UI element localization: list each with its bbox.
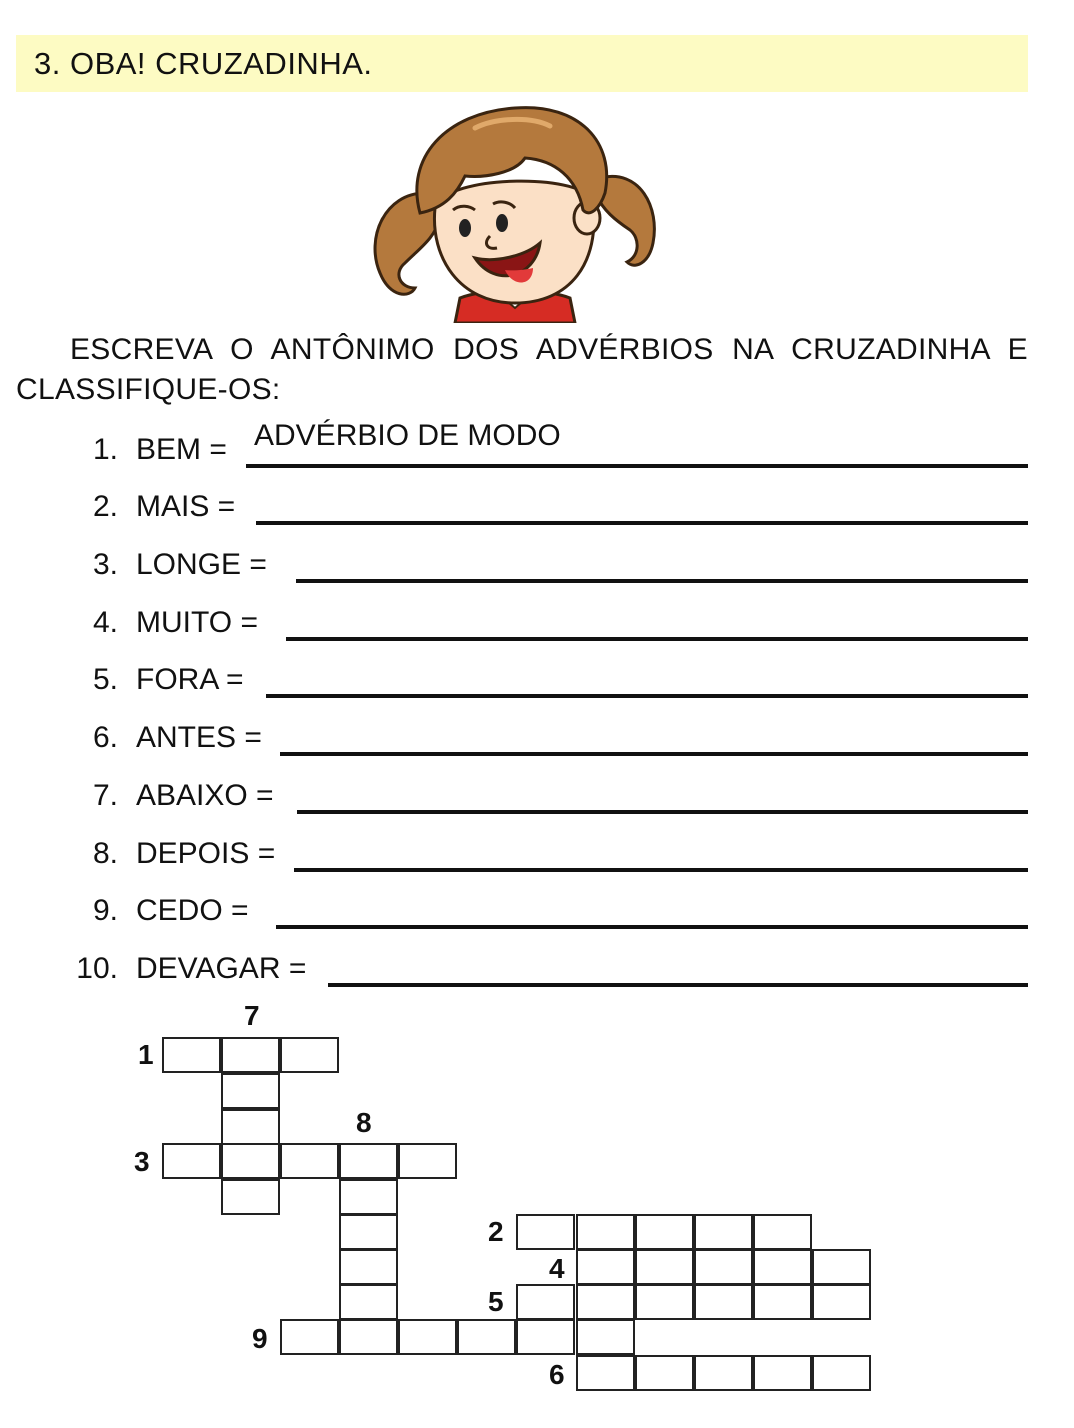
crossword-cell[interactable] xyxy=(635,1284,694,1320)
crossword-cell[interactable] xyxy=(635,1249,694,1285)
answer-line-9 xyxy=(0,891,1074,931)
item-number: 7. xyxy=(92,779,118,812)
answer-line-5 xyxy=(0,660,1074,700)
crossword-cell[interactable] xyxy=(694,1355,753,1391)
item-label: LONGE = xyxy=(136,548,267,581)
crossword-cell[interactable] xyxy=(753,1249,812,1285)
crossword-cell[interactable] xyxy=(753,1355,812,1391)
crossword-cell[interactable] xyxy=(635,1214,694,1250)
crossword-cell[interactable] xyxy=(162,1143,221,1179)
item-number: 1. xyxy=(92,433,118,466)
crossword-cell[interactable] xyxy=(576,1355,635,1391)
answer-blank[interactable] xyxy=(328,983,1028,987)
item-number: 4. xyxy=(92,606,118,639)
crossword-cell[interactable] xyxy=(398,1143,457,1179)
item-label: ABAIXO = xyxy=(136,779,274,812)
answer-line-4 xyxy=(0,603,1074,643)
answer-line-3 xyxy=(0,545,1074,585)
clue-number-5: 5 xyxy=(488,1286,504,1317)
answer-blank[interactable] xyxy=(276,925,1028,929)
crossword-cell[interactable] xyxy=(576,1214,635,1250)
item-number: 3. xyxy=(92,548,118,581)
item-label: FORA = xyxy=(136,663,244,696)
clue-number-3: 3 xyxy=(134,1146,150,1177)
crossword-cell[interactable] xyxy=(576,1249,635,1285)
exercise-title-text: 3. OBA! CRUZADINHA. xyxy=(34,46,373,81)
answer-line-7 xyxy=(0,776,1074,816)
crossword-cell[interactable] xyxy=(221,1143,280,1179)
item-number: 2. xyxy=(92,490,118,523)
crossword-cell[interactable] xyxy=(162,1037,221,1073)
clue-number-1: 1 xyxy=(138,1039,154,1070)
crossword-cell[interactable] xyxy=(812,1284,871,1320)
crossword-cell[interactable] xyxy=(339,1143,398,1179)
answer-blank[interactable] xyxy=(297,810,1028,814)
item-label: ANTES = xyxy=(136,721,262,754)
answer-blank[interactable] xyxy=(296,579,1028,583)
item-number: 5. xyxy=(92,663,118,696)
crossword-cell[interactable] xyxy=(221,1109,280,1145)
clue-number-2: 2 xyxy=(488,1216,504,1247)
answer-blank[interactable] xyxy=(256,521,1028,525)
crossword-cell[interactable] xyxy=(635,1355,694,1391)
instruction-text: ESCREVA O ANTÔNIMO DOS ADVÉRBIOS NA CRUZADINHA E CLASSIFIQUE-OS: xyxy=(16,333,1028,406)
crossword-cell[interactable] xyxy=(398,1319,457,1355)
item-label: MUITO = xyxy=(136,606,258,639)
crossword-cell[interactable] xyxy=(576,1319,635,1355)
crossword-cell[interactable] xyxy=(339,1214,398,1250)
crossword-cell[interactable] xyxy=(221,1179,280,1215)
crossword-cell[interactable] xyxy=(576,1284,635,1320)
crossword-cell[interactable] xyxy=(280,1037,339,1073)
crossword-cell[interactable] xyxy=(280,1143,339,1179)
crossword-cell[interactable] xyxy=(339,1319,398,1355)
item-number: 8. xyxy=(92,837,118,870)
answer-blank[interactable] xyxy=(280,752,1028,756)
item-label: CEDO = xyxy=(136,894,249,927)
clue-number-7: 7 xyxy=(244,1000,260,1031)
item-number: 6. xyxy=(92,721,118,754)
exercise-title xyxy=(16,35,1028,92)
answer-line-2 xyxy=(0,487,1074,527)
answer-line-8 xyxy=(0,834,1074,874)
item-number: 10. xyxy=(76,952,118,985)
item-label: BEM = xyxy=(136,433,227,466)
answer-blank[interactable] xyxy=(294,868,1028,872)
filled-answer: ADVÉRBIO DE MODO xyxy=(254,419,561,452)
clue-number-4: 4 xyxy=(549,1253,565,1284)
crossword-cell[interactable] xyxy=(221,1073,280,1109)
crossword-cell[interactable] xyxy=(753,1214,812,1250)
crossword-cell[interactable] xyxy=(812,1355,871,1391)
answer-line-6 xyxy=(0,718,1074,758)
item-label: DEVAGAR = xyxy=(136,952,307,985)
answer-blank[interactable] xyxy=(246,464,1028,468)
crossword-cell[interactable] xyxy=(339,1179,398,1215)
crossword-cell[interactable] xyxy=(694,1284,753,1320)
crossword-cell[interactable] xyxy=(694,1214,753,1250)
answer-line-10 xyxy=(0,949,1074,989)
item-label: MAIS = xyxy=(136,490,236,523)
crossword-cell[interactable] xyxy=(694,1249,753,1285)
crossword-cell[interactable] xyxy=(457,1319,516,1355)
answer-blank[interactable] xyxy=(286,637,1028,641)
crossword-cell[interactable] xyxy=(516,1319,575,1355)
clue-number-9: 9 xyxy=(252,1323,268,1354)
item-label: DEPOIS = xyxy=(136,837,276,870)
clue-number-8: 8 xyxy=(356,1107,372,1138)
crossword-cell[interactable] xyxy=(516,1284,575,1320)
crossword-cell[interactable] xyxy=(221,1037,280,1073)
crossword-cell[interactable] xyxy=(812,1249,871,1285)
crossword-cell[interactable] xyxy=(280,1319,339,1355)
answer-blank[interactable] xyxy=(266,694,1028,698)
girl-face-icon xyxy=(365,98,665,323)
crossword-cell[interactable] xyxy=(339,1249,398,1285)
item-number: 9. xyxy=(92,894,118,927)
crossword-cell[interactable] xyxy=(753,1284,812,1320)
crossword-cell[interactable] xyxy=(516,1214,575,1250)
answer-line-1 xyxy=(0,419,1074,470)
crossword-cell[interactable] xyxy=(339,1284,398,1320)
clue-number-6: 6 xyxy=(549,1359,565,1390)
